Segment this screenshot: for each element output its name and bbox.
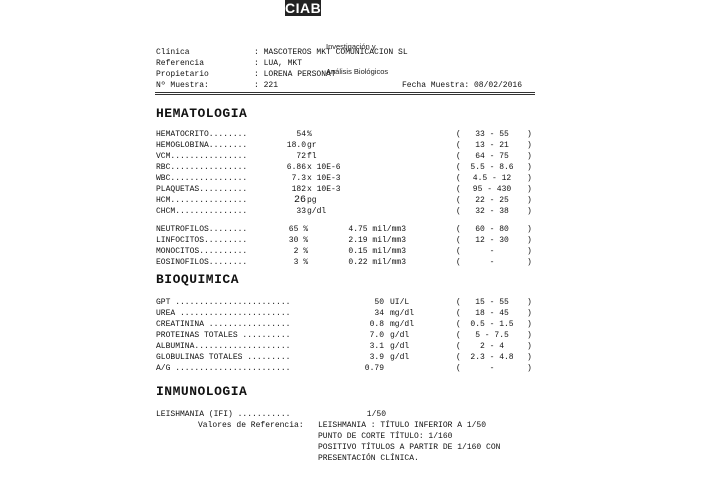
test-value: 7.3 [291, 174, 306, 183]
ref-open: ( [456, 130, 461, 139]
ref-close: ) [527, 320, 532, 329]
ref-close: ) [527, 258, 532, 267]
ref-range: 60 - 80 [475, 225, 509, 234]
ref-open: ( [456, 331, 461, 340]
header-divider-2 [155, 94, 535, 95]
test-value: 54 [296, 130, 306, 139]
test-absolute: 2.19 mil/mm3 [348, 236, 406, 245]
ref-range: 18 - 45 [475, 309, 509, 318]
test-name: UREA ....................... [156, 309, 291, 318]
test-value: 0.8 [369, 320, 384, 329]
ref-close: ) [527, 247, 532, 256]
ref-close: ) [527, 130, 532, 139]
ref-open: ( [456, 342, 461, 351]
ref-open: ( [456, 152, 461, 161]
ref-open: ( [456, 309, 461, 318]
test-name: ALBUMINA.................... [156, 342, 291, 351]
ref-label: Valores de Referencia: [198, 421, 304, 430]
ref-open: ( [456, 298, 461, 307]
fecha-muestra-label: Fecha Muestra: [402, 81, 470, 90]
ref-open: ( [456, 225, 461, 234]
ref-close: ) [527, 207, 532, 216]
ref-range: 0.5 - 1.5 [470, 320, 514, 329]
test-unit: x 10E-6 [307, 163, 341, 172]
logo-line-2: Investigación y [326, 41, 376, 51]
test-name: LEISHMANIA (IFI) ........... [156, 410, 291, 419]
header-label: Referencia [156, 59, 205, 68]
ref-range: 22 - 25 [475, 196, 509, 205]
section-title-inmunologia: INMUNOLOGIA [156, 384, 248, 399]
ref-close: ) [527, 141, 532, 150]
ref-open: ( [456, 364, 461, 373]
header-label: Propietario [156, 70, 209, 79]
test-value: 3.9 [369, 353, 384, 362]
test-name: CHCM............... [156, 207, 248, 216]
ref-range: 33 - 55 [475, 130, 509, 139]
test-name: HCM................ [156, 196, 248, 205]
ref-range: 2.3 - 4.8 [470, 353, 514, 362]
test-value: 18.0 [286, 141, 306, 150]
section-title-bioquimica: BIOQUIMICA [156, 272, 240, 287]
ref-range: - [489, 258, 495, 267]
test-name: HEMOGLOBINA........ [156, 141, 248, 150]
ref-range: - [489, 247, 495, 256]
ref-range: 4.5 - 12 [472, 174, 512, 183]
header-value: : 221 [254, 81, 279, 90]
test-value: 1/50 [366, 410, 386, 419]
test-name: HEMATOCRITO........ [156, 130, 248, 139]
ref-range: 2 - 4 [479, 342, 504, 351]
test-unit: g/dl [390, 342, 410, 351]
test-name: NEUTROFILOS........ [156, 225, 248, 234]
ref-range: 15 - 55 [475, 298, 509, 307]
ref-close: ) [527, 342, 532, 351]
ref-text: LEISHMANIA : TÍTULO INFERIOR A 1/50 [318, 421, 487, 430]
ref-open: ( [456, 236, 461, 245]
test-value: 0.79 [364, 364, 384, 373]
test-value: 33 [296, 207, 306, 216]
test-unit: mg/dl [390, 309, 415, 318]
test-name: EOSINOFILOS........ [156, 258, 248, 267]
test-value: 72 [296, 152, 306, 161]
test-value: 182 [291, 185, 306, 194]
ref-close: ) [527, 185, 532, 194]
logo-line-3: Análisis Biológicos [326, 67, 389, 76]
ref-open: ( [456, 320, 461, 329]
ref-range: 95 - 430 [472, 185, 512, 194]
test-unit: mg/dl [390, 320, 415, 329]
test-absolute: 0.15 mil/mm3 [348, 247, 406, 256]
ref-open: ( [456, 196, 461, 205]
ref-open: ( [456, 207, 461, 216]
test-name: LINFOCITOS......... [156, 236, 248, 245]
test-name: RBC................ [156, 163, 248, 172]
ref-open: ( [456, 258, 461, 267]
test-unit: x 10E-3 [307, 174, 341, 183]
test-unit: % [307, 130, 312, 139]
ref-close: ) [527, 364, 532, 373]
ref-open: ( [456, 174, 461, 183]
test-unit: g/dl [307, 207, 327, 216]
ref-close: ) [527, 236, 532, 245]
header-value: : MASCOTEROS MKT COMUNICACION SL [254, 48, 408, 57]
ref-close: ) [527, 225, 532, 234]
test-value: 50 [374, 298, 384, 307]
test-unit: x 10E-3 [307, 185, 341, 194]
test-percent: 65 % [288, 225, 308, 234]
test-unit: g/dl [390, 353, 410, 362]
header-divider [155, 92, 535, 93]
ref-open: ( [456, 163, 461, 172]
ref-close: ) [527, 298, 532, 307]
ref-text: PRESENTACIÓN CLÍNICA. [318, 454, 419, 463]
ref-close: ) [527, 163, 532, 172]
test-name: WBC................ [156, 174, 248, 183]
ref-range: 12 - 30 [475, 236, 509, 245]
header-label: Nº Muestra: [156, 81, 209, 90]
test-name: GLOBULINAS TOTALES ......... [156, 353, 291, 362]
test-name: GPT ........................ [156, 298, 291, 307]
header-value: : LORENA PERSONAT [254, 70, 336, 79]
test-value: 6.86 [286, 163, 306, 172]
test-absolute: 0.22 mil/mm3 [348, 258, 406, 267]
test-value: 3.1 [369, 342, 384, 351]
test-percent: 2 % [293, 247, 308, 256]
ref-text: PUNTO DE CORTE TÍTULO: 1/160 [318, 432, 453, 441]
ref-close: ) [527, 309, 532, 318]
ref-open: ( [456, 353, 461, 362]
test-name: MONOCITOS.......... [156, 247, 248, 256]
ref-range: 13 - 21 [475, 141, 509, 150]
header-value: : LUA, MKT [254, 59, 303, 68]
test-percent: 30 % [288, 236, 308, 245]
test-value: 26 [293, 195, 306, 206]
ref-open: ( [456, 185, 461, 194]
test-percent: 3 % [293, 258, 308, 267]
ref-close: ) [527, 174, 532, 183]
test-unit: pg [307, 196, 317, 205]
ref-text: POSITIVO TÍTULOS A PARTIR DE 1/160 CON [318, 443, 501, 452]
ref-range: 5 - 7.5 [475, 331, 509, 340]
test-unit: fl [307, 152, 317, 161]
test-unit: gr [307, 141, 317, 150]
test-unit: UI/L [390, 298, 410, 307]
test-value: 34 [374, 309, 384, 318]
header-label: Clínica [156, 48, 190, 57]
test-name: CREATININA ................. [156, 320, 291, 329]
ref-close: ) [527, 152, 532, 161]
test-name: PLAQUETAS.......... [156, 185, 248, 194]
test-name: PROTEINAS TOTALES .......... [156, 331, 291, 340]
ref-close: ) [527, 331, 532, 340]
test-unit: g/dl [390, 331, 410, 340]
ref-close: ) [527, 353, 532, 362]
ref-close: ) [527, 196, 532, 205]
ref-open: ( [456, 247, 461, 256]
ref-range: - [489, 364, 495, 373]
test-name: A/G ........................ [156, 364, 291, 373]
ref-range: 5.5 - 8.6 [470, 163, 514, 172]
test-absolute: 4.75 mil/mm3 [348, 225, 406, 234]
test-name: VCM................ [156, 152, 248, 161]
test-value: 7.0 [369, 331, 384, 340]
ref-range: 64 - 75 [475, 152, 509, 161]
fecha-muestra-value: 08/02/2016 [474, 81, 523, 90]
ref-open: ( [456, 141, 461, 150]
ref-range: 32 - 38 [475, 207, 509, 216]
section-title-hematologia: HEMATOLOGIA [156, 106, 248, 121]
ciab-logo: CIAB [285, 0, 322, 16]
